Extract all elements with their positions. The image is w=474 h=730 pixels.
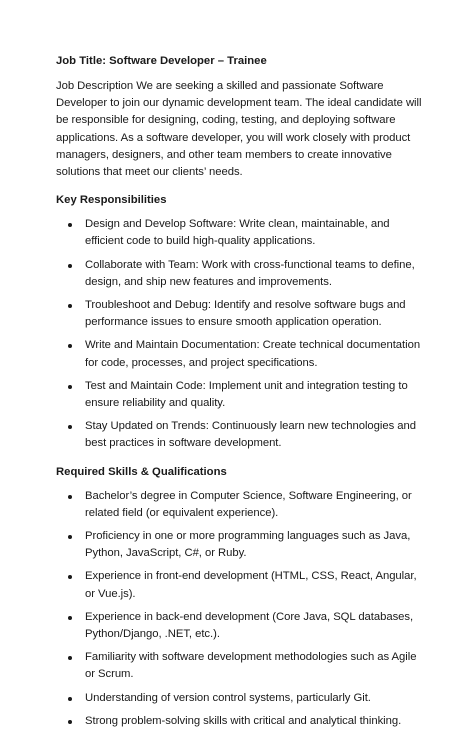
list-item — [56, 216, 422, 250]
list-item-text: Understanding of version control systems, particularly Git. — [85, 691, 371, 704]
bullet-icon — [68, 264, 72, 268]
list-item — [56, 528, 422, 562]
skills-list — [56, 488, 422, 730]
list-item-text: Write and Maintain Documentation: Create technical documentation for code, processes, and project specifications. — [85, 339, 421, 369]
list-item-text: Proficiency in one or more programming languages such as Java, Python, JavaScript, C#, or Ruby. — [85, 530, 411, 560]
bullet-icon — [68, 616, 72, 620]
list-item-text: Strong problem-solving skills with critical and analytical thinking. — [85, 714, 402, 727]
bullet-icon — [68, 697, 72, 701]
list-item — [56, 690, 422, 707]
bullet-icon — [68, 535, 72, 539]
list-item — [56, 337, 422, 371]
bullet-icon — [68, 656, 72, 660]
list-item-text: Test and Maintain Code: Implement unit and integration testing to ensure reliability and quality. — [85, 379, 408, 410]
bullet-icon — [68, 223, 72, 227]
list-item-text: Experience in front-end development (HTML, CSS, React, Angular, or Vue.js). — [85, 570, 417, 600]
list-item-text: Troubleshoot and Debug: Identify and resolve software bugs and performance issues to ensure smooth application operation. — [85, 299, 406, 329]
responsibilities-heading: Key Responsibilities — [56, 194, 167, 207]
bullet-icon — [68, 720, 72, 724]
responsibilities-list — [56, 216, 422, 452]
list-item — [56, 378, 422, 412]
list-item — [56, 713, 422, 730]
bullet-icon — [68, 425, 72, 429]
list-item — [56, 609, 422, 643]
list-item — [56, 649, 422, 683]
list-item — [56, 488, 422, 522]
list-item-text: Bachelor’s degree in Computer Science, Software Engineering, or related field (or equivalent experience). — [85, 489, 412, 519]
bullet-icon — [68, 495, 72, 499]
job-description: Job Description We are seeking a skilled and passionate Software Developer to join our dynamic development team. The ideal candidate will be responsible for designing, coding, testing, and deploying software applications. As a software developer, you will work closely with product managers, designers, and other team members to create innovative solutions that meet our clients’ needs. — [56, 80, 422, 179]
list-item-text: Stay Updated on Trends: Continuously learn new technologies and best practices in software development. — [85, 420, 416, 450]
bullet-icon — [68, 575, 72, 579]
list-item — [56, 297, 422, 331]
list-item-text: Collaborate with Team: Work with cross-functional teams to define, design, and ship new features and improvements. — [85, 258, 415, 288]
bullet-icon — [68, 304, 72, 308]
list-item-text: Experience in back-end development (Core Java, SQL databases, Python/Django, .NET, etc.). — [85, 610, 414, 641]
job-title: Job Title: Software Developer – Trainee — [56, 55, 267, 67]
skills-heading: Required Skills & Qualifications — [56, 465, 227, 478]
list-item-text: Design and Develop Software: Write clean, maintainable, and efficient code to build high-quality applications. — [85, 218, 390, 248]
list-item — [56, 568, 422, 602]
list-item-text: Familiarity with software development methodologies such as Agile or Scrum. — [85, 651, 417, 681]
list-item — [56, 418, 422, 452]
bullet-icon — [68, 385, 72, 389]
list-item — [56, 257, 422, 291]
bullet-icon — [68, 344, 72, 348]
